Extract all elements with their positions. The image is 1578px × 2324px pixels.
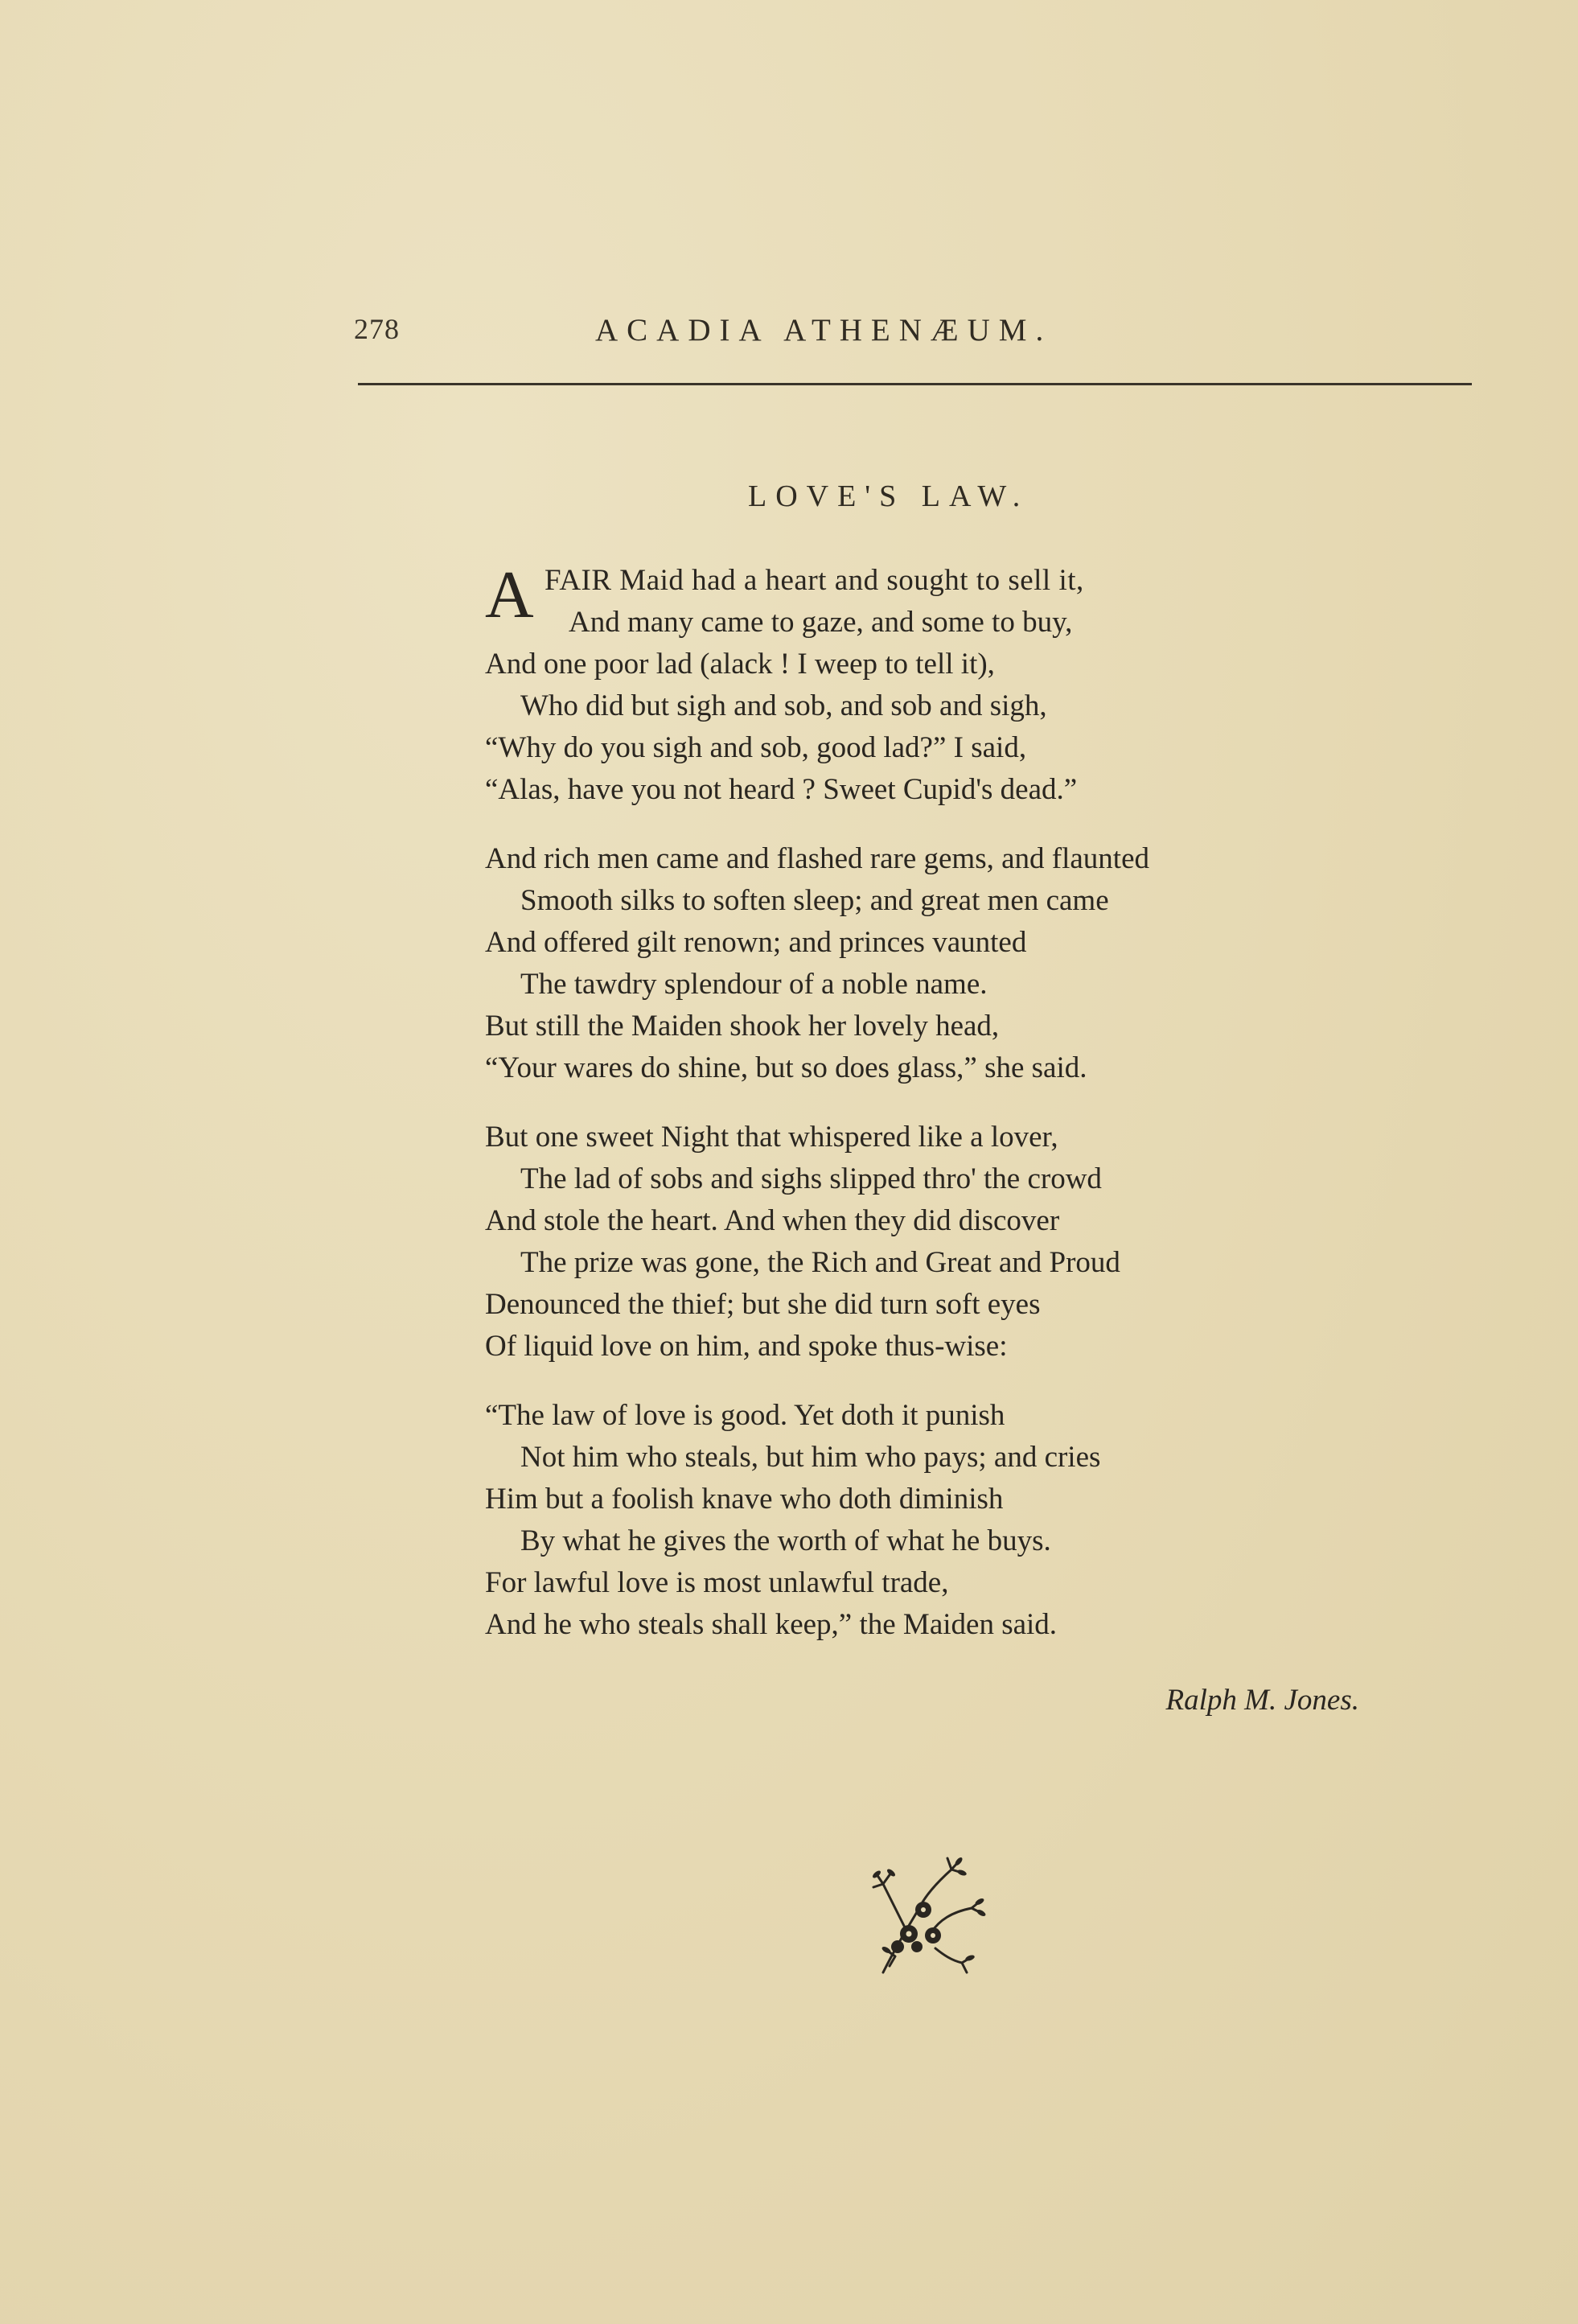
drop-cap: A — [485, 557, 534, 632]
floral-sprig-icon — [859, 1852, 988, 1981]
poem-line: Who did but sigh and sob, and sob and sigh, — [520, 689, 1047, 722]
poem-line: And one poor lad (alack ! I weep to tell it), — [485, 648, 995, 681]
poem-line: And he who steals shall keep,” the Maiden said. — [485, 1608, 1058, 1641]
poem-line: Him but a foolish knave who doth diminish — [485, 1483, 1004, 1516]
page-number: 278 — [354, 313, 400, 345]
poem-line: Smooth silks to soften sleep; and great men came — [520, 884, 1109, 917]
poem-line: And offered gilt renown; and princes vaunted — [485, 926, 1027, 959]
author-signature: Ralph M. Jones. — [1165, 1684, 1359, 1717]
poem-line: For lawful love is most unlawful trade, — [485, 1566, 949, 1599]
header-rule — [358, 383, 1472, 385]
stanza-3 — [485, 1117, 1450, 1368]
poem-line: And rich men came and flashed rare gems, and flaunted — [485, 842, 1149, 875]
poem-line: By what he gives the worth of what he buys. — [520, 1524, 1051, 1557]
poem-line: The prize was gone, the Rich and Great and Proud — [520, 1246, 1120, 1279]
poem-line: “Alas, have you not heard ? Sweet Cupid's dead.” — [485, 773, 1078, 806]
poem-line: And many came to gaze, and some to buy, — [569, 606, 1073, 639]
stanza-1 — [485, 557, 1450, 811]
poem-line: But still the Maiden shook her lovely head, — [485, 1010, 1000, 1043]
poem-line: “Your wares do shine, but so does glass,” she said. — [485, 1051, 1087, 1084]
poem-line: The tawdry splendour of a noble name. — [520, 968, 988, 1001]
poem-line: And stole the heart. And when they did discover — [485, 1204, 1060, 1237]
stanza-2 — [485, 838, 1450, 1089]
poem-title: LOVE'S LAW. — [748, 479, 1029, 513]
poem-line: Denounced the thief; but she did turn soft eyes — [485, 1288, 1041, 1321]
stanza-4 — [485, 1395, 1450, 1646]
poem-body — [485, 557, 1450, 1673]
poem-line: “Why do you sigh and sob, good lad?” I said, — [485, 731, 1027, 764]
poem-line: The lad of sobs and sighs slipped thro' the crowd — [520, 1162, 1102, 1195]
first-line-text: FAIR Maid had a heart and sought to sell it, — [544, 564, 1084, 597]
poem-line: “The law of love is good. Yet doth it punish — [485, 1399, 1005, 1432]
poem-line: Not him who steals, but him who pays; and cries — [520, 1441, 1101, 1474]
poem-line: Of liquid love on him, and spoke thus-wise: — [485, 1330, 1008, 1363]
poem-line: But one sweet Night that whispered like a lover, — [485, 1121, 1058, 1154]
running-head: ACADIA ATHENÆUM. — [595, 313, 1053, 348]
